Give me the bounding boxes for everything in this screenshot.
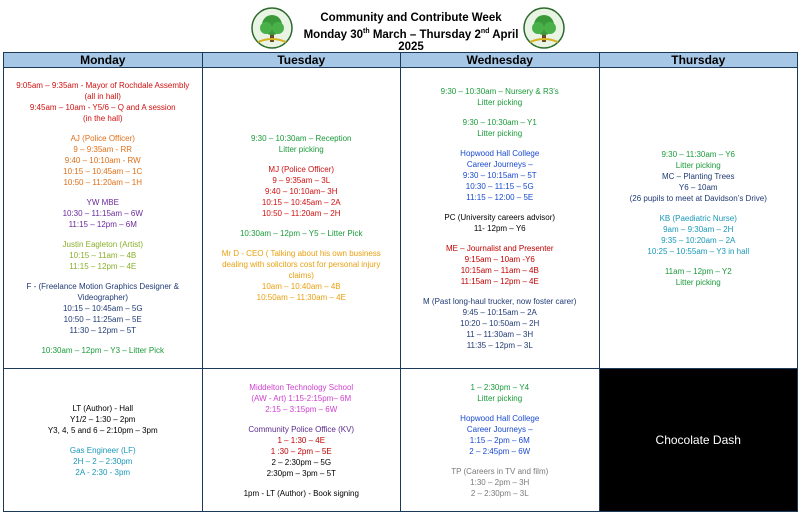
cell-monday-afternoon: [4, 369, 203, 512]
schedule-line: 9:35 – 10:20am – 2A: [661, 235, 736, 245]
cell-thursday-afternoon-chocolate-dash: Chocolate Dash: [599, 369, 798, 512]
schedule-line: Gas Engineer (LF): [69, 445, 136, 455]
day-header-row: [4, 53, 798, 68]
schedule-line: Y6 – 10am: [678, 182, 718, 192]
schedule-line: 10:30 – 11:15 – 5G: [465, 181, 534, 191]
schedule-line: Community Police Office (KV): [248, 424, 355, 434]
schedule-line: Hopwood Hall College: [460, 148, 540, 158]
schedule-line: TP (Careers in TV and film): [451, 466, 549, 476]
schedule-line: 9:30 – 10:15am – 5T: [462, 170, 537, 180]
schedule-line: (all in hall): [84, 92, 121, 101]
schedule-line: Y1/2 – 1:30 – 2pm: [70, 414, 136, 424]
spacer: [205, 415, 399, 424]
spacer: [6, 272, 200, 281]
schedule-line: claims): [288, 271, 314, 280]
schedule-line: 9 – 9:35am - RR: [73, 145, 133, 154]
spacer: [602, 257, 796, 266]
schedule-line: MC – Planting Trees: [662, 171, 735, 181]
schedule-line: 11:15am – 12pm – 4E: [460, 276, 539, 286]
schedule-line: M (Past long-haul trucker, now foster carer): [423, 296, 577, 306]
spacer: [403, 203, 597, 212]
spacer: [602, 204, 796, 213]
morning-row: [4, 68, 798, 369]
schedule-line: 2:30pm – 3pm – 5T: [266, 468, 336, 478]
timetable: [3, 52, 798, 512]
spacer: [205, 155, 399, 164]
day-header-thursday: Thursday: [599, 53, 798, 68]
school-crest-icon: [250, 6, 294, 50]
schedule-line: 2 – 2:30pm – 5G: [271, 457, 332, 467]
schedule-line: 10:15am – 11am – 4B: [460, 265, 539, 275]
schedule-line: Mr D - CEO ( Talking about his own business: [221, 249, 381, 258]
schedule-line: 10:50 – 11:25am – 5E: [63, 315, 142, 324]
spacer: [205, 239, 399, 248]
afternoon-row: [4, 369, 798, 512]
schedule-line: 2A - 2:30 - 3pm: [75, 467, 131, 477]
schedule-line: Middelton Technology School: [249, 382, 354, 392]
schedule-line: (AW - Art) 1:15-2:15pm– 6M: [251, 393, 352, 403]
schedule-line: 11- 12pm – Y6: [473, 223, 526, 233]
schedule-line: Career Journeys –: [466, 159, 533, 169]
schedule-line: 1:30 – 2pm – 3H: [470, 477, 530, 487]
schedule-line: Litter picking: [278, 145, 324, 154]
schedule-line: (in the hall): [82, 114, 123, 123]
schedule-line: 1 :30 – 2pm – 5E: [270, 446, 332, 456]
spacer: [403, 108, 597, 117]
schedule-line: 9 – 9:35am – 3L: [272, 176, 331, 185]
schedule-line: AJ (Police Officer): [70, 134, 135, 143]
schedule-line: Hopwood Hall College: [460, 413, 540, 423]
cell-tuesday-morning: [202, 68, 401, 369]
schedule-line: 2 – 2:45pm – 6W: [469, 446, 531, 456]
schedule-line: 1 – 1:30 – 4E: [277, 435, 326, 445]
schedule-line: 9:30 – 10:30am – Reception: [250, 134, 352, 143]
schedule-line: 10:15 – 10:45am – 1C: [63, 167, 143, 176]
day-header-tuesday: Tuesday: [202, 53, 401, 68]
schedule-line: 1 – 2:30pm – Y4: [470, 382, 530, 392]
schedule-line: Litter picking: [477, 97, 523, 107]
spacer: [6, 436, 200, 445]
schedule-line: 9am – 9:30am – 2H: [663, 224, 734, 234]
schedule-line: PC (University careers advisor): [444, 212, 556, 222]
schedule-line: 10:50am – 11:30am – 4E: [256, 293, 346, 302]
schedule-line: Litter picking: [477, 393, 523, 403]
schedule-line: 10:15 – 10:45am – 2A: [261, 198, 341, 207]
schedule-line: 10am – 10:40am – 4B: [261, 282, 341, 291]
schedule-line: Justin Eagleton (Artist): [62, 240, 143, 249]
schedule-line: 10:30am – 12pm – Y5 – Litter Pick: [239, 229, 363, 238]
schedule-line: 11:15 – 12pm – 4E: [69, 262, 137, 271]
schedule-line: 9:30 – 11:30am – Y6: [661, 149, 736, 159]
schedule-line: 11:15 – 12:00 – 5E: [466, 192, 534, 202]
schedule-line: 11:30 – 12pm – 5T: [69, 326, 137, 335]
schedule-line: 9:45 – 10:15am – 2A: [462, 307, 537, 317]
schedule-line: Litter picking: [675, 160, 721, 170]
schedule-line: 11:15 – 12pm – 6M: [68, 220, 137, 229]
spacer: [205, 219, 399, 228]
cell-wednesday-afternoon: [401, 369, 600, 512]
page-title: Community and Contribute Week: [320, 12, 502, 24]
schedule-line: ME – Journalist and Presenter: [445, 243, 554, 253]
schedule-line: YW MBE: [86, 198, 119, 207]
schedule-line: 9:15am – 10am -Y6: [464, 254, 535, 264]
schedule-line: 11am – 12pm – Y2: [664, 266, 732, 276]
schedule-line: 2 – 2:30pm – 3L: [470, 488, 529, 498]
schedule-line: 11 – 11:30am – 3H: [466, 329, 534, 339]
spacer: [403, 139, 597, 148]
schedule-line: 10:15 – 11am – 4B: [69, 251, 137, 260]
schedule-line: 1pm - LT (Author) - Book signing: [243, 488, 359, 498]
schedule-line: 10:30 – 11:15am – 6W: [62, 209, 143, 218]
schedule-line: Litter picking: [675, 277, 721, 287]
school-logo-left: [250, 6, 294, 50]
schedule-line: 9:30 – 10:30am – Nursery & R3’s: [440, 86, 559, 96]
page-header: [0, 0, 800, 54]
schedule-line: 2:15 – 3:15pm – 6W: [265, 404, 338, 414]
schedule-line: 10:50 – 11:20am – 1H: [63, 178, 143, 187]
schedule-line: 1:15 – 2pm – 6M: [469, 435, 530, 445]
schedule-line: 10:50 – 11:20am – 2H: [261, 209, 341, 218]
schedule-line: Litter picking: [477, 128, 523, 138]
schedule-line: 10:15 – 10:45am – 5G: [62, 304, 143, 313]
schedule-line: 9:45am – 10am - Y5/6 – Q and A session: [29, 103, 176, 112]
schedule-line: 10:30am – 12pm – Y3 – Litter Pick: [41, 346, 165, 355]
schedule-line: 10:25 – 10:55am – Y3 in hall: [647, 246, 750, 256]
spacer: [403, 287, 597, 296]
schedule-line: Y3, 4, 5 and 6 – 2:10pm – 3pm: [47, 425, 158, 435]
cell-tuesday-afternoon: [202, 369, 401, 512]
schedule-line: F - (Freelance Motion Graphics Designer &: [26, 282, 179, 291]
schedule-line: 10:20 – 10:50am – 2H: [460, 318, 540, 328]
schedule-line: (26 pupils to meet at Davidson’s Drive): [629, 193, 767, 203]
schedule-line: LT (Author) - Hall: [72, 403, 134, 413]
spacer: [6, 124, 200, 133]
day-header-monday: Monday: [4, 53, 203, 68]
cell-thursday-morning: [599, 68, 798, 369]
spacer: [6, 230, 200, 239]
schedule-line: MJ (Police Officer): [268, 165, 335, 174]
schedule-line: 9:40 – 10:10am– 3H: [265, 187, 338, 196]
spacer: [403, 404, 597, 413]
schedule-line: Career Journeys –: [466, 424, 533, 434]
schedule-line: 2H – 2 – 2:30pm: [73, 456, 133, 466]
school-crest-icon: [522, 6, 566, 50]
cell-monday-morning: [4, 68, 203, 369]
schedule-line: 9:40 – 10:10am - RW: [64, 156, 141, 165]
day-header-wednesday: Wednesday: [401, 53, 600, 68]
cell-wednesday-morning: [401, 68, 600, 369]
spacer: [403, 457, 597, 466]
spacer: [403, 234, 597, 243]
schedule-line: 9:30 – 10:30am – Y1: [462, 117, 537, 127]
page-subtitle-dates: Monday 30th March – Thursday 2nd April 2025: [303, 28, 519, 53]
schedule-line: KB (Paediatric Nurse): [659, 213, 737, 223]
spacer: [6, 188, 200, 197]
schedule-line: 9:05am – 9:35am - Mayor of Rochdale Assembly: [16, 81, 190, 90]
schedule-line: 11:35 – 12pm – 3L: [466, 340, 533, 350]
spacer: [205, 479, 399, 488]
school-logo-right: [522, 6, 566, 50]
schedule-line: Videographer): [77, 293, 129, 302]
schedule-line: dealing with solicitors cost for personal injury: [222, 260, 381, 269]
spacer: [6, 336, 200, 345]
